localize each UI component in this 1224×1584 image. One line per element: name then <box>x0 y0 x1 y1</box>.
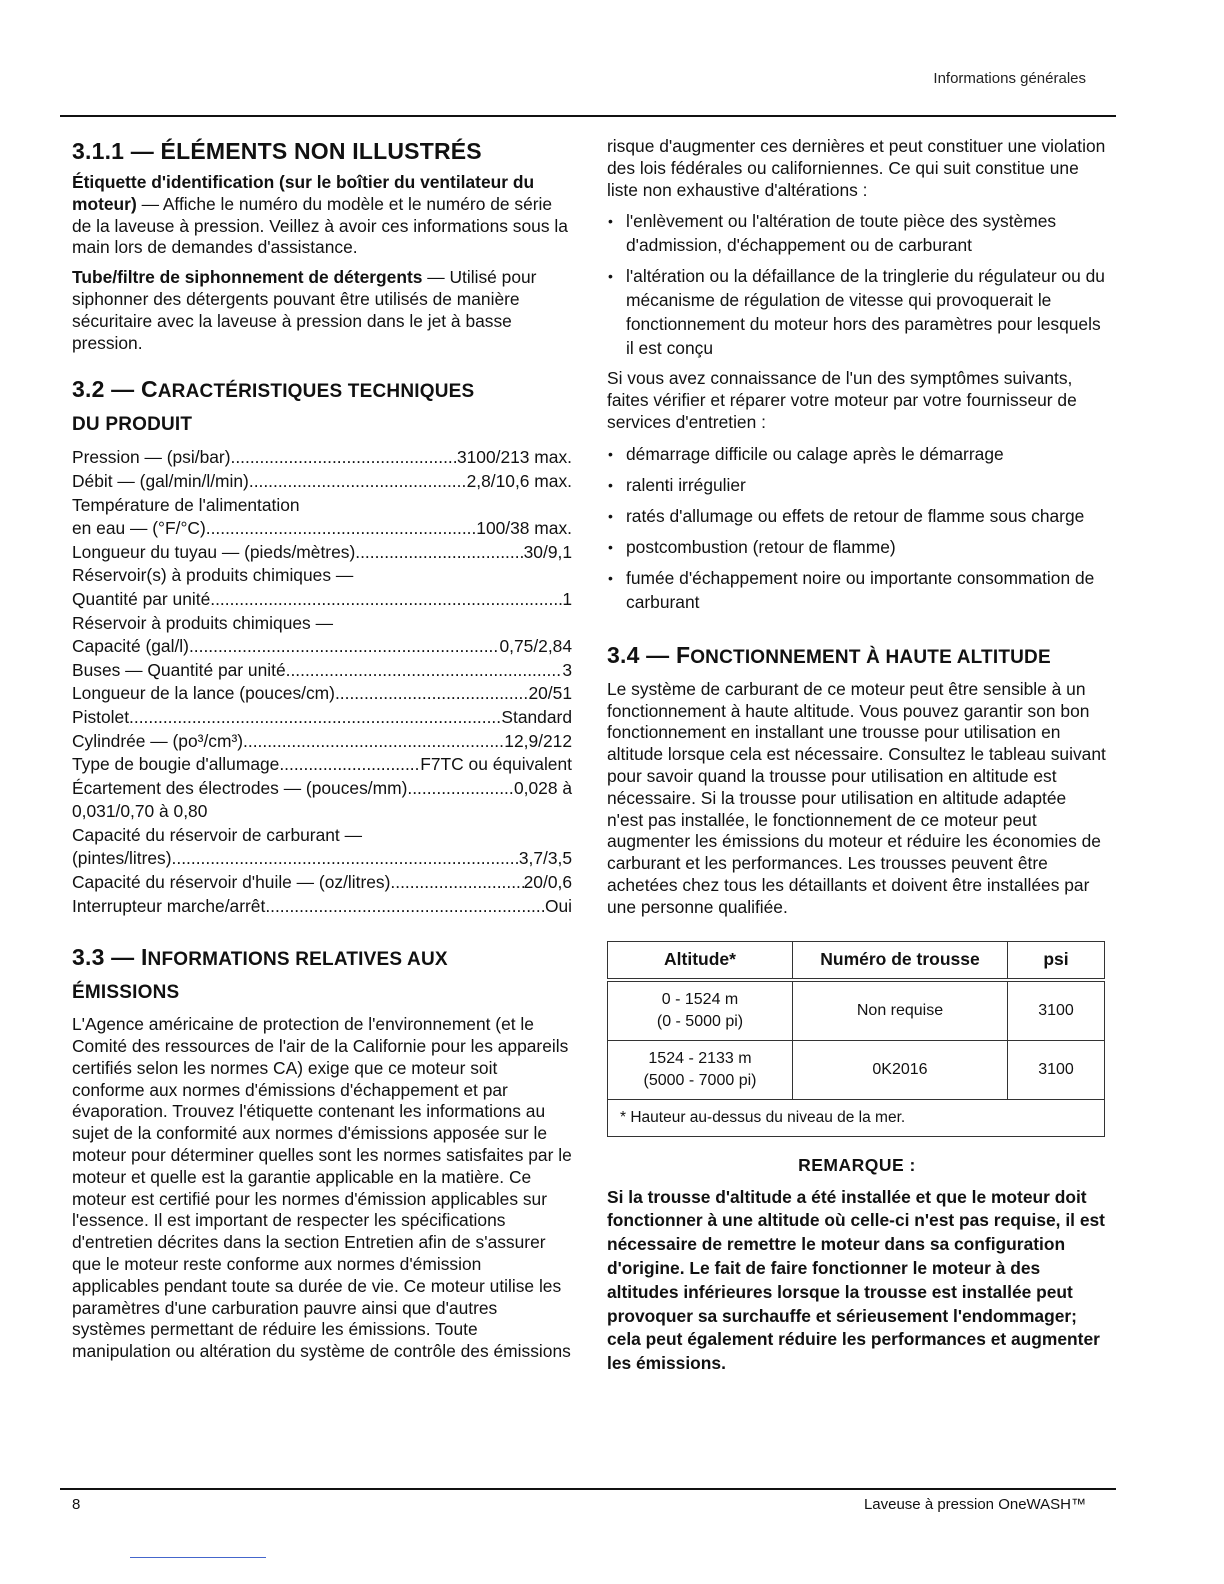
list-item: • postcombustion (retour de flamme) <box>607 535 1107 559</box>
table-header-row <box>608 941 1105 980</box>
item-siphon-tube-term: Tube/filtre de siphonnement de détergents <box>72 267 423 288</box>
kit-cell: Non requise <box>793 980 1008 1041</box>
alterations-list <box>607 209 1107 360</box>
spec-line: Longueur de la lance (pouces/cm) ..... 20/51 <box>72 682 572 706</box>
item-siphon-tube-text: — Utilisé pour siphonner des détergents pouvant être utilisés de manière sécuritaire avec la laveuse à pression dans le jet à basse pression. <box>72 267 537 353</box>
spec-line: Longueur du tuyau — (pieds/mètres) ..... 30/9,1 <box>72 541 572 565</box>
spec-line: (pintes/litres) ..... 3,7/3,5 <box>72 847 572 871</box>
spec-line: Température de l'alimentation <box>72 494 300 515</box>
page-number: 8 <box>72 1496 81 1513</box>
symptoms-intro: Si vous avez connaissance de l'un des symptômes suivants, faites vérifier et réparer votre moteur par votre fournisseur de services d'entretien : <box>607 368 1077 432</box>
spec-line: Interrupteur marche/arrêt ..... Oui <box>72 895 572 919</box>
spec-line: Capacité (gal/l) ..... 0,75/2,84 <box>72 635 572 659</box>
list-item: • l'enlèvement ou l'altération de toute pièce des systèmes d'admission, d'échappement ou de carburant <box>607 209 1107 257</box>
altitude-cell: 1524 - 2133 m (5000 - 7000 pi) <box>608 1040 793 1099</box>
section-3-2-heading: 3.2 — CARACTÉRISTIQUES TECHNIQUES DU PRODUIT <box>72 376 475 436</box>
footer-rule <box>60 1488 1116 1490</box>
emissions-paragraph-continued: risque d'augmenter ces dernières et peut constituer une violation des lois fédérales ou californiennes. Ce qui suit constitue une liste non exhaustive d'altérations : <box>607 136 1106 200</box>
item-siphon-tube-paragraph <box>72 267 572 354</box>
altitude-table <box>607 941 1105 1137</box>
item-id-label-term: Étiquette d'identification (sur le boîtier du ventilateur du moteur) <box>72 172 535 214</box>
spec-line: Débit — (gal/min/l/min) ..... 2,8/10,6 max. <box>72 470 572 494</box>
spec-line: Réservoir(s) à produits chimiques — <box>72 565 354 586</box>
spec-line: Pression — (psi/bar) ..... 3100/213 max. <box>72 446 572 470</box>
kit-cell: 0K2016 <box>793 1040 1008 1099</box>
footer-product-name: Laveuse à pression OneWASH™ <box>863 1496 1086 1513</box>
spec-line: 0,031/0,70 à 0,80 <box>72 801 208 822</box>
spec-line: Quantité par unité ..... 1 <box>72 588 572 612</box>
column-header-psi: psi <box>1008 941 1105 980</box>
item-id-label-paragraph <box>72 172 572 259</box>
table-row <box>608 1040 1105 1099</box>
section-3-3-heading: 3.3 — INFORMATIONS RELATIVES AUX ÉMISSIONS <box>72 944 448 1004</box>
column-header-altitude: Altitude* <box>608 941 793 980</box>
section-3-4-heading: 3.4 — FONCTIONNEMENT À HAUTE ALTITUDE <box>607 641 1051 668</box>
running-header: Informations générales <box>933 70 1086 87</box>
section-3-1-1-heading: 3.1.1 — ÉLÉMENTS NON ILLUSTRÉS <box>72 138 482 164</box>
symptoms-list <box>607 442 1107 614</box>
item-id-label-text: — Affiche le numéro du modèle et le numéro de série de la laveuse à pression. Veillez à avoir ces informations sous la main lors de demandes d'assistance. <box>72 193 568 258</box>
table-note-row <box>608 1099 1105 1136</box>
altitude-paragraph: Le système de carburant de ce moteur peut être sensible à un fonctionnement à haute altitude. Vous pouvez garantir son bon fonctionnement en installant une trousse pour utilisation en altitude lorsque cela est nécessaire. Consultez le tableau suivant pour savoir quand la trousse pour utilisation en altitude est nécessaire. Si la trousse pour utilisation en altitude adaptée n'est pas installée, le fonctionnement de ce moteur peut augmenter les émissions du moteur et réduire les économies de carburant et les performances. Les trousses peuvent être achetées chez tous les détaillants et doivent être installées par une personne qualifiée. <box>607 678 1106 917</box>
right-column <box>607 136 1107 1376</box>
psi-cell: 3100 <box>1008 980 1105 1041</box>
spec-line: Pistolet ..... Standard <box>72 706 572 730</box>
spec-line: en eau — (°F/°C) ..... 100/38 max. <box>72 517 572 541</box>
list-item: • ralenti irrégulier <box>607 473 1107 497</box>
left-column <box>72 136 572 1371</box>
spec-line: Réservoir à produits chimiques — <box>72 612 333 633</box>
spec-line: Buses — Quantité par unité ..... 3 <box>72 659 572 683</box>
header-rule <box>60 115 1116 117</box>
divider-line <box>130 1557 266 1558</box>
spec-line: Écartement des électrodes — (pouces/mm) ..... 0,028 à <box>72 777 572 801</box>
spec-line: Capacité du réservoir d'huile — (oz/litres) ..... 20/0,6 <box>72 871 572 895</box>
column-header-kit-number: Numéro de trousse <box>793 941 1008 980</box>
emissions-paragraph: L'Agence américaine de protection de l'environnement (et le Comité des ressources de l'air de la Californie pour les appareils certifiés selon les normes CA) exige que ce moteur soit conforme aux normes d'émissions d'échappement et par évaporation. Trouvez l'étiquette contenant les informations au sujet de la conformité aux normes d'émissions apposée sur le moteur pour déterminer quelles sont les normes satisfaites par le moteur et quelle est la garantie applicable en la matière. Ce moteur est certifié pour les normes d'émission applicables sur l'essence. Il est important de respecter les spécifications d'entretien décrites dans la section Entretien afin de s'assurer que le moteur reste conforme aux normes d'émission applicables pendant toute sa durée de vie. Ce moteur utilise les paramètres d'une carburation pauvre ainsi que d'autres systèmes permettant de réduire les émissions. Toute manipulation ou altération du système de contrôle des émissions <box>72 1014 572 1362</box>
list-item: • l'altération ou la défaillance de la tringlerie du régulateur ou du mécanisme de régulation de vitesse qui provoquerait le fonctionnement du moteur hors des paramètres pour lesquels il est conçu <box>607 264 1107 360</box>
list-item: • démarrage difficile ou calage après le démarrage <box>607 442 1107 466</box>
specifications-list <box>72 446 572 918</box>
list-item: • ratés d'allumage ou effets de retour de flamme sous charge <box>607 504 1107 528</box>
altitude-cell: 0 - 1524 m (0 - 5000 pi) <box>608 980 793 1041</box>
table-footnote: * Hauteur au-dessus du niveau de la mer. <box>608 1099 1105 1136</box>
remark-heading: REMARQUE : <box>798 1154 916 1175</box>
table-row <box>608 980 1105 1041</box>
remark-text: Si la trousse d'altitude a été installée et que le moteur doit fonctionner à une altitude où celle-ci n'est pas requise, il est nécessaire de remettre le moteur dans sa configuration d'origine. Le fait de faire fonctionner le moteur à des altitudes inférieures lorsque la trousse est installée peut provoquer sa surchauffe et sérieusement l'endommager; cela peut également réduire les performances et augmenter les émissions. <box>607 1186 1105 1374</box>
spec-line: Capacité du réservoir de carburant — <box>72 824 362 845</box>
psi-cell: 3100 <box>1008 1040 1105 1099</box>
list-item: • fumée d'échappement noire ou importante consommation de carburant <box>607 566 1107 614</box>
spec-line: Type de bougie d'allumage ..... F7TC ou équivalent <box>72 753 572 777</box>
spec-line: Cylindrée — (po³/cm³) ..... 12,9/212 <box>72 730 572 754</box>
